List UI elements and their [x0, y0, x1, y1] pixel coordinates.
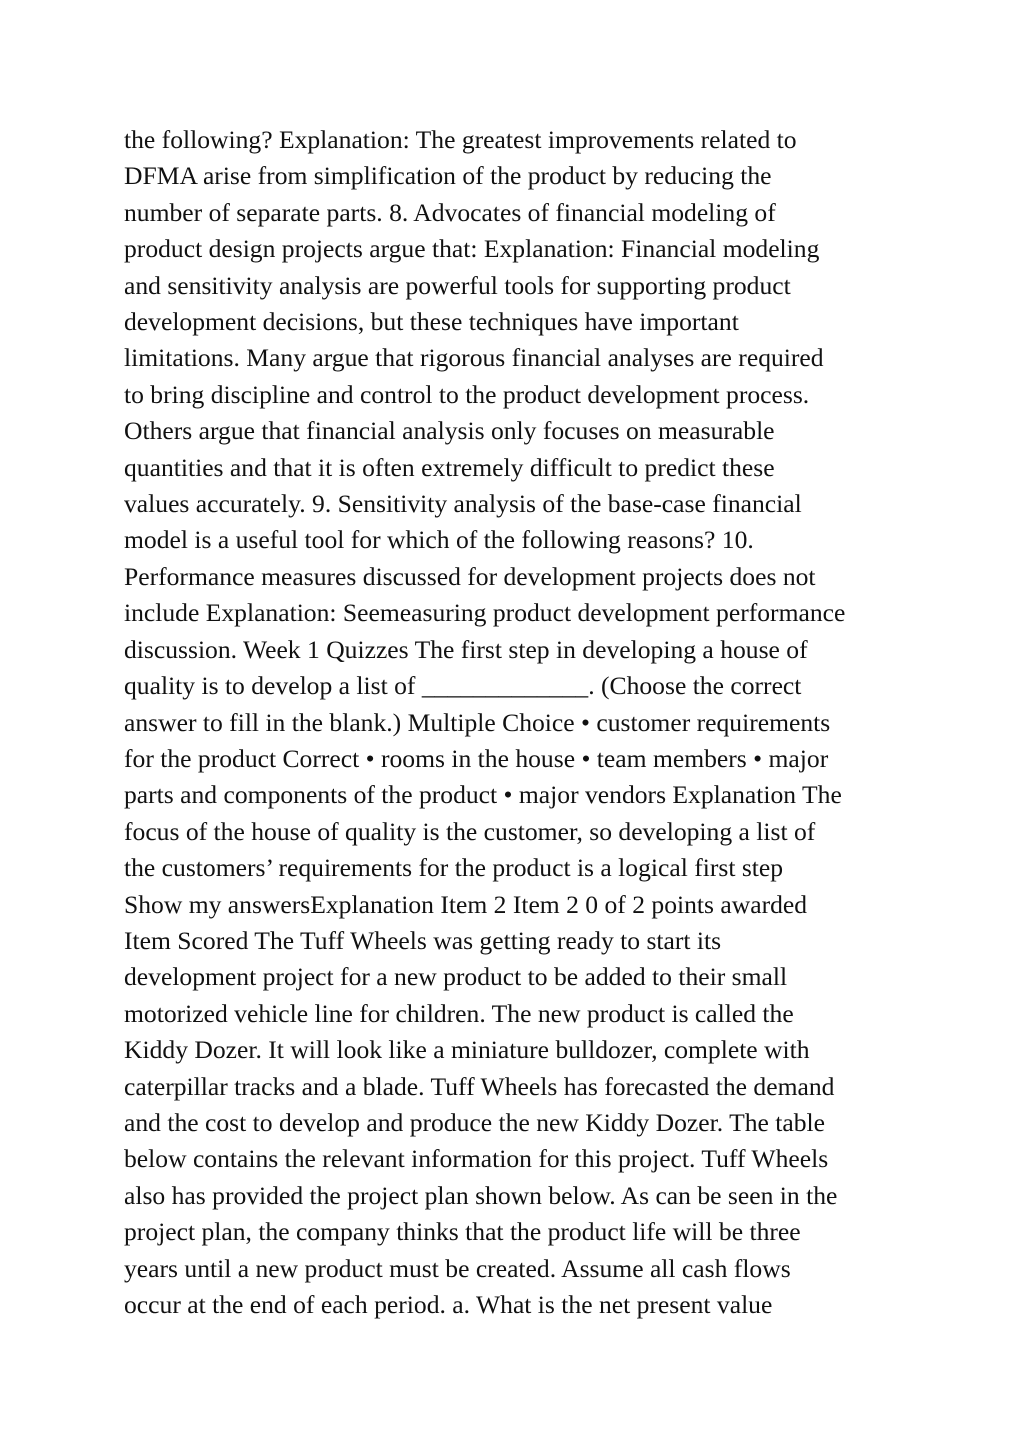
text-line: the following? Explanation: The greatest improvements related to	[124, 125, 797, 154]
text-line: answer to fill in the blank.) Multiple Choice • customer requirements	[124, 707, 831, 737]
text-line: product design projects argue that: Explanation: Financial modeling	[124, 234, 820, 264]
text-line: the customers’ requirements for the product is a logical first step	[124, 853, 784, 883]
text-line: motorized vehicle line for children. The new product is called the	[124, 998, 794, 1028]
text-line: Item Scored The Tuff Wheels was getting ready to start its	[124, 925, 722, 955]
text-line: occur at the end of each period. a. What is the net present value	[124, 1290, 773, 1319]
text-line: quantities and that it is often extremely difficult to predict these	[124, 452, 775, 482]
text-line: and sensitivity analysis are powerful tools for supporting product	[124, 270, 791, 300]
text-line: Performance measures discussed for development projects does not	[124, 561, 816, 591]
text-line: to bring discipline and control to the product development process.	[124, 379, 810, 409]
body-text	[124, 122, 924, 1323]
text-line: number of separate parts. 8. Advocates of financial modeling of	[124, 197, 776, 227]
text-line: project plan, the company thinks that the product life will be three	[124, 1217, 801, 1247]
text-line: development project for a new product to be added to their small	[124, 962, 788, 992]
text-line: quality is to develop a list of _____________. (Choose the correct	[124, 671, 802, 701]
text-line: DFMA arise from simplification of the product by reducing the	[124, 161, 772, 191]
text-line: Kiddy Dozer. It will look like a miniature bulldozer, complete with	[124, 1035, 810, 1065]
text-line: include Explanation: Seemeasuring product development performance	[124, 598, 846, 628]
text-line: limitations. Many argue that rigorous financial analyses are required	[124, 343, 824, 373]
text-line: also has provided the project plan shown below. As can be seen in the	[124, 1180, 838, 1210]
text-line: model is a useful tool for which of the following reasons? 10.	[124, 525, 754, 555]
text-line: below contains the relevant information for this project. Tuff Wheels	[124, 1144, 829, 1174]
text-line: and the cost to develop and produce the new Kiddy Dozer. The table	[124, 1107, 826, 1137]
text-line: Show my answersExplanation Item 2 Item 2 0 of 2 points awarded	[124, 889, 808, 919]
text-line: parts and components of the product • major vendors Explanation The	[124, 780, 842, 810]
text-line: for the product Correct • rooms in the house • team members • major	[124, 743, 829, 773]
text-line: Others argue that financial analysis only focuses on measurable	[124, 416, 775, 446]
text-line: discussion. Week 1 Quizzes The first step in developing a house of	[124, 634, 808, 664]
text-line: years until a new product must be created. Assume all cash flows	[124, 1253, 791, 1283]
text-line: development decisions, but these techniques have important	[124, 307, 739, 337]
text-line: caterpillar tracks and a blade. Tuff Wheels has forecasted the demand	[124, 1071, 835, 1101]
text-line: values accurately. 9. Sensitivity analysis of the base-case financial	[124, 489, 802, 519]
text-line: focus of the house of quality is the customer, so developing a list of	[124, 816, 816, 846]
